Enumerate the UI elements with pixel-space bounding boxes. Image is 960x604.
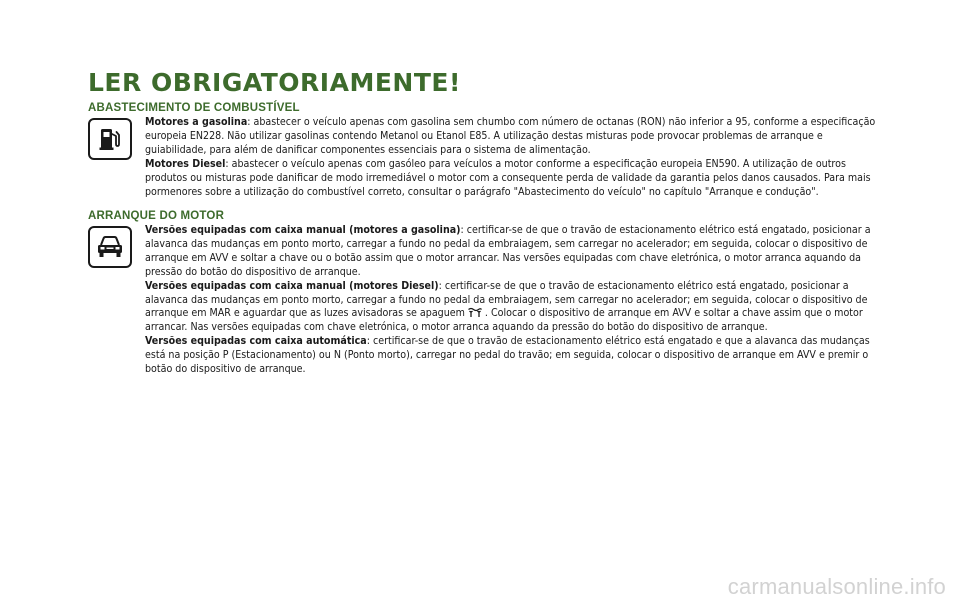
paragraph-manual-gasoline <box>145 224 885 280</box>
lead-manual-diesel: Versões equipadas com caixa manual (motores Diesel) <box>145 279 439 292</box>
text-automatic: : certificar-se de que o travão de estacionamento elétrico está engatado e que a alavanca das mudanças está na posição P (Estacionamento) ou N (Ponto morto), carregar no pedal do travão; em seguida, colocar o dispositivo de arranque em AVV e premir o botão do dispositivo de arranque. <box>145 335 870 376</box>
fuel-icon-box <box>88 118 132 160</box>
text-manual-gasoline: : certificar-se de que o travão de estacionamento elétrico está engatado, posicionar a alavanca das mudanças em ponto morto, carregar a fundo no pedal da embraiagem, sem carregar no acelerador; em seguida, colocar o dispositivo de arranque em AVV e soltar a chave ou o botão assim que o motor arrancar. Nas versões equipadas com chave eletrónica, o motor arranca aquando da pressão do botão do dispositivo de arranque. <box>145 224 871 278</box>
section-heading-engine-start: ARRANQUE DO MOTOR <box>88 210 225 222</box>
lead-manual-gasoline: Versões equipadas com caixa manual (motores a gasolina) <box>145 224 461 236</box>
glow-plug-icon <box>467 307 483 318</box>
lead-automatic: Versões equipadas com caixa automática <box>145 335 367 348</box>
fuel-text-block <box>145 116 885 199</box>
text-manual-diesel-after: . Colocar o dispositivo de arranque em AVV e soltar a chave assim que o motor arrancar. Nas versões equipadas com chave eletrónica, o motor arranca aquando da pressão do botão do dispositivo de arranque. <box>145 307 863 334</box>
text-diesel: : abastecer o veículo apenas com gasóleo para veículos a motor conforme a especificação europeia EN590. A utilização de outros produtos ou misturas pode danificar de modo irremediável o motor com a consequente perda de validade da garantia pelos danos causados. Para mais pormenores sobre a utilização do combustível correto, consultar o parágrafo "Abastecimento do veículo" no capítulo "Arranque e condução". <box>145 157 871 198</box>
section-heading-fuel: ABASTECIMENTO DE COMBUSTÍVEL <box>88 102 300 114</box>
lead-gasoline: Motores a gasolina <box>145 116 248 128</box>
watermark: carmanualsonline.info <box>727 574 946 599</box>
text-manual-diesel-before: : certificar-se de que o travão de estacionamento elétrico está engatado, posicionar a alavanca das mudanças em ponto morto, carregar a fundo no pedal da embraiagem, sem carregar no acelerador; em seguida, colocar o dispositivo de arranque em MAR e aguardar que as luzes avisadoras se apaguem <box>145 279 868 320</box>
paragraph-gasoline <box>145 116 885 158</box>
page-title: LER OBRIGATORIAMENTE! <box>88 68 461 97</box>
lead-diesel: Motores Diesel <box>145 157 226 170</box>
fuel-pump-icon <box>97 126 123 152</box>
paragraph-manual-diesel <box>145 280 885 336</box>
text-gasoline: : abastecer o veículo apenas com gasolina sem chumbo com número de octanas (RON) não inferior a 95, conforme a especificação europeia EN228. Não utilizar gasolinas contendo Metanol ou Etanol E85. A utilização destas misturas pode provocar problemas de arranque e guiabilidade, para além de danificar componentes essenciais para o sistema de alimentação. <box>145 116 876 156</box>
paragraph-automatic <box>145 335 885 377</box>
paragraph-diesel <box>145 158 885 200</box>
car-front-icon <box>95 234 125 260</box>
engine-start-text-block <box>145 224 885 377</box>
engine-icon-box <box>88 226 132 268</box>
